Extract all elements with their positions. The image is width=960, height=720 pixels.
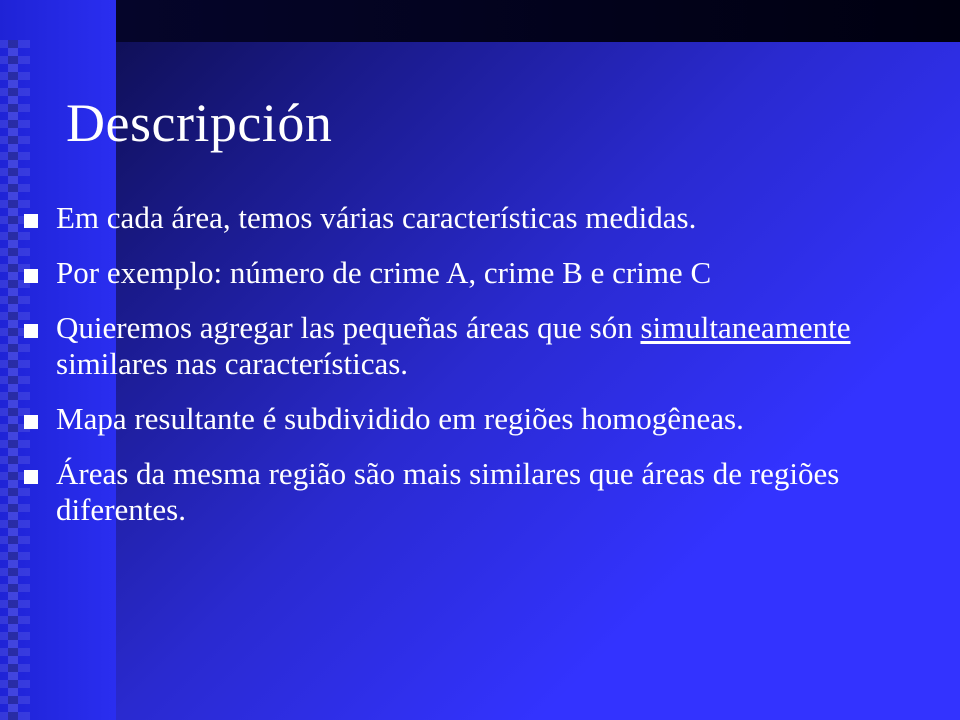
bullet-item [22, 200, 922, 236]
bullet-text: Mapa resultante é subdividido em regiões homogêneas. [56, 401, 744, 436]
checker-pattern-inner [8, 40, 18, 720]
bullet-list [22, 200, 922, 547]
bullet-text: Por exemplo: número de crime A, crime B e crime C [56, 255, 712, 290]
top-decorative-band [116, 0, 960, 42]
slide-title: Descripción [66, 93, 333, 153]
bullet-item [22, 255, 922, 291]
underlined-word: simultaneamente [640, 310, 851, 345]
square-bullet-icon [24, 214, 38, 228]
bullet-text: Áreas da mesma região são mais similares que áreas de regiões diferentes. [56, 456, 840, 527]
bullet-text-after: similares nas características. [56, 346, 409, 381]
square-bullet-icon [24, 324, 38, 338]
bullet-item [22, 310, 922, 382]
bullet-text: Em cada área, temos várias características medidas. [56, 200, 697, 235]
bullet-item [22, 401, 922, 437]
square-bullet-icon [24, 269, 38, 283]
square-bullet-icon [24, 415, 38, 429]
square-bullet-icon [24, 470, 38, 484]
bullet-item [22, 456, 922, 528]
bullet-text-before: Quieremos agregar las pequeñas áreas que són [56, 310, 641, 345]
